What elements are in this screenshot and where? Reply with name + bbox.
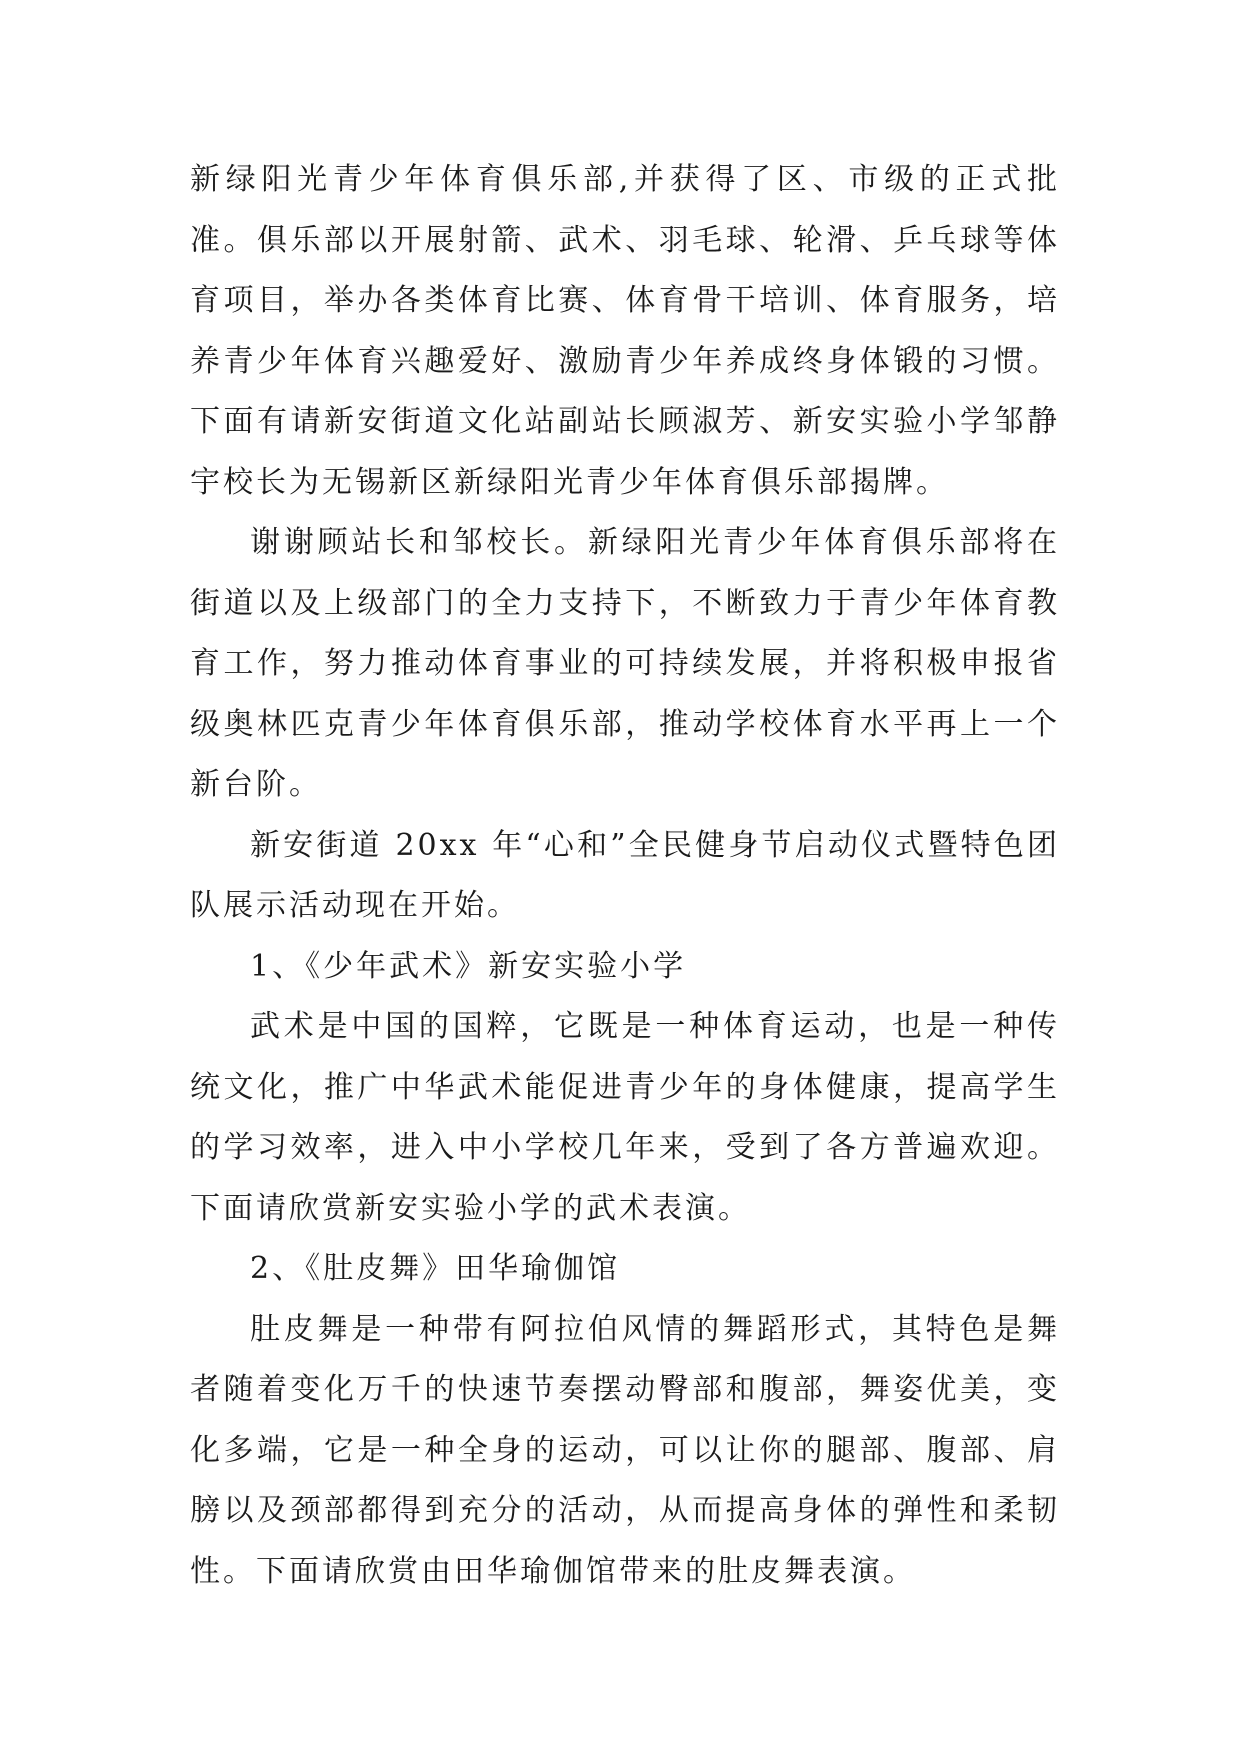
paragraph-club-intro: 新绿阳光青少年体育俱乐部,并获得了区、市级的正式批准。俱乐部以开展射箭、武术、羽毛球、轮滑、乒乓球等体育项目，举办各类体育比赛、体育骨干培训、体育服务，培养青少年体育兴趣爱好、激励青少年养成终身体锻的习惯。下面有请新安街道文化站副站长顾淑芳、新安实验小学邹静宇校长为无锡新区新绿阳光青少年体育俱乐部揭牌。 [190,162,1060,500]
paragraph-opening-announcement: 新安街道 20xx 年“心和”全民健身节启动仪式暨特色团队展示活动现在开始。 [190,827,1060,923]
paragraph-belly-dance-description: 肚皮舞是一种带有阿拉伯风情的舞蹈形式，其特色是舞者随着变化万千的快速节奏摆动臀部和腹部，舞姿优美，变化多端，它是一种全身的运动，可以让你的腿部、腹部、肩膀以及颈部都得到充分的活动，从而提高身体的弹性和柔韧性。下面请欣赏由田华瑜伽馆带来的肚皮舞表演。 [190,1311,1060,1589]
program-item-2-title: 2、《肚皮舞》田华瑜伽馆 [250,1251,621,1286]
program-item-1-title: 1、《少年武术》新安实验小学 [250,948,687,984]
document-body [190,150,1060,1602]
paragraph-wushu-description: 武术是中国的国粹，它既是一种体育运动，也是一种传统文化，推广中华武术能促进青少年的身体健康，提高学生的学习效率，进入中小学校几年来，受到了各方普遍欢迎。下面请欣赏新安实验小学的武术表演。 [190,1009,1060,1226]
paragraph-thanks: 谢谢顾站长和邹校长。新绿阳光青少年体育俱乐部将在街道以及上级部门的全力支持下，不断致力于青少年体育教育工作，努力推动体育事业的可持续发展，并将积极申报省级奥林匹克青少年体育俱乐部，推动学校体育水平再上一个新台阶。 [190,525,1060,802]
